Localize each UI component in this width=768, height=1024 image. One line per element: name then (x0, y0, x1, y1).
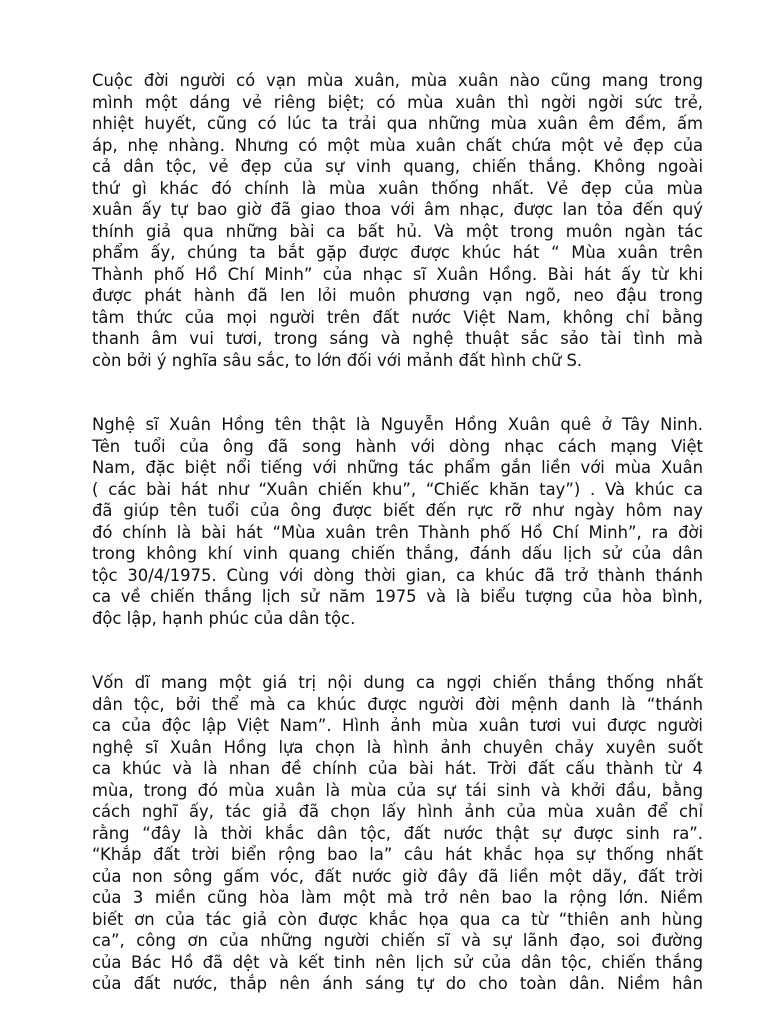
text-line: trong không khí vinh quang chiến thắng, đánh dấu lịch sử của dân (92, 544, 703, 563)
text-line: đó chính là bài hát “Mùa xuân trên Thành phố Hồ Chí Minh”, ra đời (92, 522, 703, 542)
text-line: phẩm ấy, chúng ta bắt gặp được được khúc hát “ Mùa xuân trên (92, 243, 703, 262)
text-line: Vốn dĩ mang một giá trị nội dung ca ngợi chiến thắng thống nhất (92, 673, 703, 692)
text-line: còn bởi ý nghĩa sâu sắc, to lớn đối với mảnh đất hình chữ S. (92, 350, 583, 370)
text-line: của Bác Hồ đã dệt và kết tinh nên lịch sử của dân tộc, chiến thắng (92, 952, 703, 972)
text-line: ca về chiến thắng lịch sử năm 1975 và là biểu tượng của hòa bình, (92, 587, 703, 606)
text-line: ca”, công ơn của những người chiến sĩ và sự lãnh đạo, soi đường (92, 931, 703, 950)
paragraph-intro (92, 70, 703, 371)
text-line: thính giả qua những bài ca bất hủ. Và một trong muôn ngàn tác (92, 221, 703, 241)
text-line: thứ gì khác đó chính là mùa xuân thống nhất. Vẻ đẹp của mùa (92, 178, 703, 198)
text-line: cả dân tộc, vẻ đẹp của sự vinh quang, chiến thắng. Không ngoài (92, 157, 703, 176)
paragraph-meaning (92, 672, 703, 995)
text-line: ca của độc lập Việt Nam”. Hình ảnh mùa xuân tươi vui được người (92, 716, 703, 735)
text-line: mùa, trong đó mùa xuân là mùa của sự tái sinh và khởi đầu, bằng (92, 780, 703, 800)
text-line: thanh âm vui tươi, trong sáng và nghệ thuật sắc sảo tài tình mà (92, 329, 703, 348)
text-line: độc lập, hạnh phúc của dân tộc. (92, 608, 356, 628)
text-line: mình một dáng vẻ riêng biệt; có mùa xuân thì ngời ngời sức trẻ, (92, 92, 703, 112)
text-line: áp, nhẹ nhàng. Nhưng có một mùa xuân chất chứa một vẻ đẹp của (92, 135, 703, 155)
text-line: nghệ sĩ Xuân Hồng lựa chọn là hình ảnh chuyên chảy xuyên suốt (92, 737, 703, 757)
paragraph-composer (92, 414, 703, 629)
text-line: của đất nước, thắp nên ánh sáng tự do cho toàn dân. Niềm hân (92, 974, 703, 993)
text-line: Nam, đặc biệt nổi tiếng với những tác phẩm gắn liền với mùa Xuân (92, 458, 703, 477)
text-line: Nghệ sĩ Xuân Hồng tên thật là Nguyễn Hồng Xuân quê ở Tây Ninh. (92, 415, 703, 434)
text-line: Thành phố Hồ Chí Minh” của nhạc sĩ Xuân Hồng. Bài hát ấy từ khi (92, 264, 703, 284)
text-line: tộc 30/4/1975. Cùng với dòng thời gian, ca khúc đã trở thành thánh (92, 565, 703, 585)
text-line: “Khắp đất trời biển rộng bao la” câu hát khắc họa sự thống nhất (92, 845, 703, 864)
text-line: của non sông gấm vóc, đất nước giờ đây đã liền một dãy, đất trời (92, 866, 703, 886)
text-line: xuân ấy tự bao giờ đã giao thoa với âm nhạc, được lan tỏa đến quý (92, 200, 703, 219)
text-line: ( các bài hát như “Xuân chiến khu”, “Chiếc khăn tay”) . Và khúc ca (92, 479, 703, 499)
text-line: ca khúc và là nhan đề chính của bài hát. Trời đất cấu thành từ 4 (92, 759, 703, 778)
text-line: cách nghĩ ấy, tác giả đã chọn lấy hình ảnh của mùa xuân để chỉ (92, 802, 703, 821)
text-line: đã giúp tên tuổi của ông được biết đến rực rỡ như ngày hôm nay (92, 501, 703, 520)
paragraph-spacer (92, 371, 703, 414)
text-line: được phát hành đã len lỏi muôn phương vạn ngõ, neo đậu trong (92, 286, 703, 305)
text-line: tâm thức của mọi người trên đất nước Việt Nam, không chỉ bằng (92, 307, 703, 327)
text-line: biết ơn của tác giả còn được khắc họa qua ca từ “thiên anh hùng (92, 909, 703, 929)
paragraph-spacer (92, 629, 703, 672)
text-line: Cuộc đời người có vạn mùa xuân, mùa xuân nào cũng mang trong (92, 71, 703, 90)
text-line: của 3 miền cũng hòa làm một mà trở nên bao la rộng lớn. Niềm (92, 888, 703, 907)
document-page (92, 70, 703, 995)
text-line: dân tộc, bởi thể mà ca khúc được người đời mệnh danh là “thánh (92, 694, 703, 714)
text-line: Tên tuổi của ông đã song hành với dòng nhạc cách mạng Việt (92, 436, 703, 456)
text-line: nhiệt huyết, cũng có lúc ta trải qua những mùa xuân êm đềm, ấm (92, 114, 703, 133)
text-line: rằng “đây là thời khắc dân tộc, đất nước thật sự được sinh ra”. (92, 823, 703, 843)
